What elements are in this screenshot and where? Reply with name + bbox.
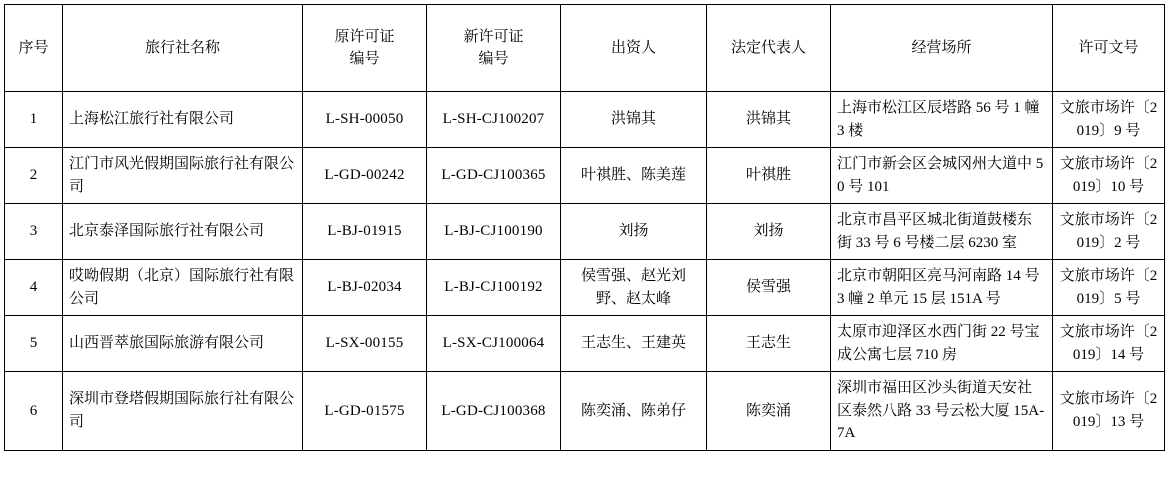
column-header-old-license-line-1: 原许可证 xyxy=(334,28,395,45)
cell-index: 2 xyxy=(5,148,63,204)
cell-doc-no: 文旅市场许〔2019〕14 号 xyxy=(1053,316,1165,372)
cell-agency-name: 山西晋萃旅国际旅游有限公司 xyxy=(63,316,303,372)
cell-legal-rep: 叶祺胜 xyxy=(707,148,831,204)
column-header-doc-no-line-1: 许可文号 xyxy=(1078,39,1139,56)
cell-doc-no: 文旅市场许〔2019〕9 号 xyxy=(1053,92,1165,148)
document-page xyxy=(0,4,1168,489)
cell-index: 1 xyxy=(5,92,63,148)
column-header-investor xyxy=(561,5,707,92)
table-row xyxy=(5,316,1165,372)
column-header-agency-name xyxy=(63,5,303,92)
cell-investor: 刘扬 xyxy=(561,204,707,260)
table-row xyxy=(5,204,1165,260)
cell-old-license: L-BJ-02034 xyxy=(303,260,427,316)
table-row xyxy=(5,148,1165,204)
cell-index: 6 xyxy=(5,372,63,451)
cell-address: 北京市昌平区城北街道鼓楼东街 33 号 6 号楼二层 6230 室 xyxy=(831,204,1053,260)
cell-agency-name: 北京泰泽国际旅行社有限公司 xyxy=(63,204,303,260)
cell-legal-rep: 陈奕涌 xyxy=(707,372,831,451)
table-body xyxy=(5,92,1165,451)
cell-doc-no: 文旅市场许〔2019〕2 号 xyxy=(1053,204,1165,260)
cell-address: 太原市迎泽区水西门街 22 号宝成公寓七层 710 房 xyxy=(831,316,1053,372)
table-row xyxy=(5,92,1165,148)
column-header-old-license xyxy=(303,5,427,92)
table-header-row xyxy=(5,5,1165,92)
cell-address: 深圳市福田区沙头街道天安社区泰然八路 33 号云松大厦 15A-7A xyxy=(831,372,1053,451)
travel-agency-license-table xyxy=(4,4,1165,451)
cell-address: 上海市松江区辰塔路 56 号 1 幢 3 楼 xyxy=(831,92,1053,148)
cell-agency-name: 哎呦假期（北京）国际旅行社有限公司 xyxy=(63,260,303,316)
cell-investor: 叶祺胜、陈美莲 xyxy=(561,148,707,204)
column-header-legal-rep-line-1: 法定代表人 xyxy=(730,39,806,56)
column-header-index xyxy=(5,5,63,92)
cell-investor: 王志生、王建英 xyxy=(561,316,707,372)
cell-address: 北京市朝阳区亮马河南路 14 号 3 幢 2 单元 15 层 151A 号 xyxy=(831,260,1053,316)
cell-legal-rep: 洪锦其 xyxy=(707,92,831,148)
column-header-new-license-line-2: 编号 xyxy=(478,51,509,67)
cell-investor: 侯雪强、赵光刘野、赵太峰 xyxy=(561,260,707,316)
cell-new-license: L-GD-CJ100368 xyxy=(427,372,561,451)
cell-old-license: L-BJ-01915 xyxy=(303,204,427,260)
cell-investor: 陈奕涌、陈弟仔 xyxy=(561,372,707,451)
cell-index: 3 xyxy=(5,204,63,260)
cell-doc-no: 文旅市场许〔2019〕10 号 xyxy=(1053,148,1165,204)
cell-old-license: L-GD-01575 xyxy=(303,372,427,451)
table-header xyxy=(5,5,1165,92)
cell-new-license: L-SH-CJ100207 xyxy=(427,92,561,148)
cell-address: 江门市新会区会城冈州大道中 50 号 101 xyxy=(831,148,1053,204)
cell-old-license: L-SX-00155 xyxy=(303,316,427,372)
cell-doc-no: 文旅市场许〔2019〕5 号 xyxy=(1053,260,1165,316)
column-header-new-license-line-1: 新许可证 xyxy=(463,28,524,45)
cell-old-license: L-SH-00050 xyxy=(303,92,427,148)
cell-doc-no: 文旅市场许〔2019〕13 号 xyxy=(1053,372,1165,451)
cell-agency-name: 上海松江旅行社有限公司 xyxy=(63,92,303,148)
cell-agency-name: 江门市风光假期国际旅行社有限公司 xyxy=(63,148,303,204)
cell-new-license: L-BJ-CJ100190 xyxy=(427,204,561,260)
table-row xyxy=(5,260,1165,316)
column-header-agency-name-line-1: 旅行社名称 xyxy=(144,39,220,56)
cell-old-license: L-GD-00242 xyxy=(303,148,427,204)
column-header-address xyxy=(831,5,1053,92)
cell-investor: 洪锦其 xyxy=(561,92,707,148)
cell-new-license: L-SX-CJ100064 xyxy=(427,316,561,372)
cell-agency-name: 深圳市登塔假期国际旅行社有限公司 xyxy=(63,372,303,451)
cell-new-license: L-GD-CJ100365 xyxy=(427,148,561,204)
cell-legal-rep: 侯雪强 xyxy=(707,260,831,316)
column-header-investor-line-1: 出资人 xyxy=(610,39,656,56)
cell-index: 4 xyxy=(5,260,63,316)
cell-index: 5 xyxy=(5,316,63,372)
cell-new-license: L-BJ-CJ100192 xyxy=(427,260,561,316)
cell-legal-rep: 刘扬 xyxy=(707,204,831,260)
column-header-old-license-line-2: 编号 xyxy=(349,51,380,67)
cell-legal-rep: 王志生 xyxy=(707,316,831,372)
column-header-legal-rep xyxy=(707,5,831,92)
column-header-doc-no xyxy=(1053,5,1165,92)
column-header-new-license xyxy=(427,5,561,92)
column-header-address-line-1: 经营场所 xyxy=(911,39,972,56)
table-row xyxy=(5,372,1165,451)
column-header-index-line-1: 序号 xyxy=(18,39,49,56)
